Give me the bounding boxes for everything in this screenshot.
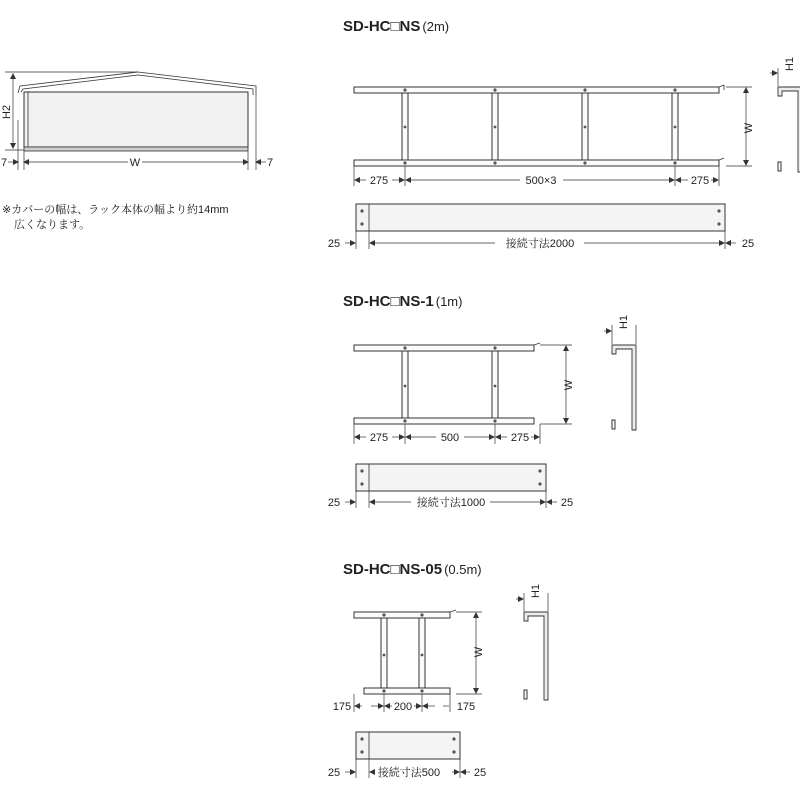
cross-section-view — [1, 72, 273, 170]
middle-dimension: 200 — [393, 701, 413, 713]
section-05m-title: SD-HC□NS-05 (0.5m) — [343, 561, 482, 578]
cover-margin-left: 25 — [327, 497, 341, 509]
note-line-2: 広くなります。 — [14, 219, 91, 231]
top-rail — [354, 345, 534, 351]
w-label: W — [743, 122, 755, 134]
tray-bottom-plate — [24, 147, 248, 151]
cover-span-label: 接続寸法2000 — [505, 238, 575, 250]
tray-body — [24, 92, 248, 147]
top-rail — [354, 87, 719, 93]
cover-span-label: 接続寸法500 — [377, 767, 441, 779]
w-label: W — [473, 646, 485, 658]
end-left-dimension: 275 — [369, 175, 389, 187]
cover-margin-left: 25 — [327, 238, 341, 250]
end-left-dimension: 275 — [369, 432, 389, 444]
section-2m-title: SD-HC□NS (2m) — [343, 18, 450, 35]
offset-left-label: 7 — [0, 157, 8, 169]
end-right-dimension: 275 — [510, 432, 530, 444]
bottom-rail — [354, 418, 534, 424]
cover-margin-right: 25 — [473, 767, 487, 779]
rung — [402, 351, 408, 418]
section-1m-title: SD-HC□NS-1 (1m) — [343, 293, 463, 310]
cover-end-profile — [524, 612, 548, 700]
offset-right-label: 7 — [266, 157, 274, 169]
bottom-rail — [354, 160, 719, 166]
end-right-dimension: 175 — [456, 701, 476, 713]
h2-label: H2 — [1, 104, 13, 120]
middle-dimension: 500 — [440, 432, 460, 444]
cover-margin-right: 25 — [560, 497, 574, 509]
h1-label: H1 — [784, 56, 796, 72]
h1-label: H1 — [530, 583, 542, 599]
section-05m — [328, 561, 548, 779]
cover-plate — [356, 732, 460, 759]
section-2m — [328, 18, 800, 250]
note-line-1: ※カバーの幅は、ラック本体の幅より約14mm — [2, 204, 229, 216]
cover-span-label: 接続寸法1000 — [416, 497, 486, 509]
bottom-rail — [364, 688, 450, 694]
rung — [492, 351, 498, 418]
cover-width-note — [2, 203, 229, 233]
top-rail — [354, 612, 450, 618]
cover-end-profile — [778, 87, 800, 172]
w-label: W — [129, 157, 141, 169]
middle-dimension: 500×3 — [525, 175, 557, 187]
w-label: W — [563, 379, 575, 391]
cover-end-profile — [612, 345, 636, 430]
rung — [419, 618, 425, 688]
cover-margin-right: 25 — [741, 238, 755, 250]
end-left-dimension: 175 — [332, 701, 352, 713]
cover-margin-left: 25 — [327, 767, 341, 779]
h1-label: H1 — [618, 314, 630, 330]
section-1m — [328, 293, 636, 509]
cover-plate — [356, 204, 725, 231]
cover-plate — [356, 464, 546, 491]
rung — [381, 618, 387, 688]
end-right-dimension: 275 — [690, 175, 710, 187]
